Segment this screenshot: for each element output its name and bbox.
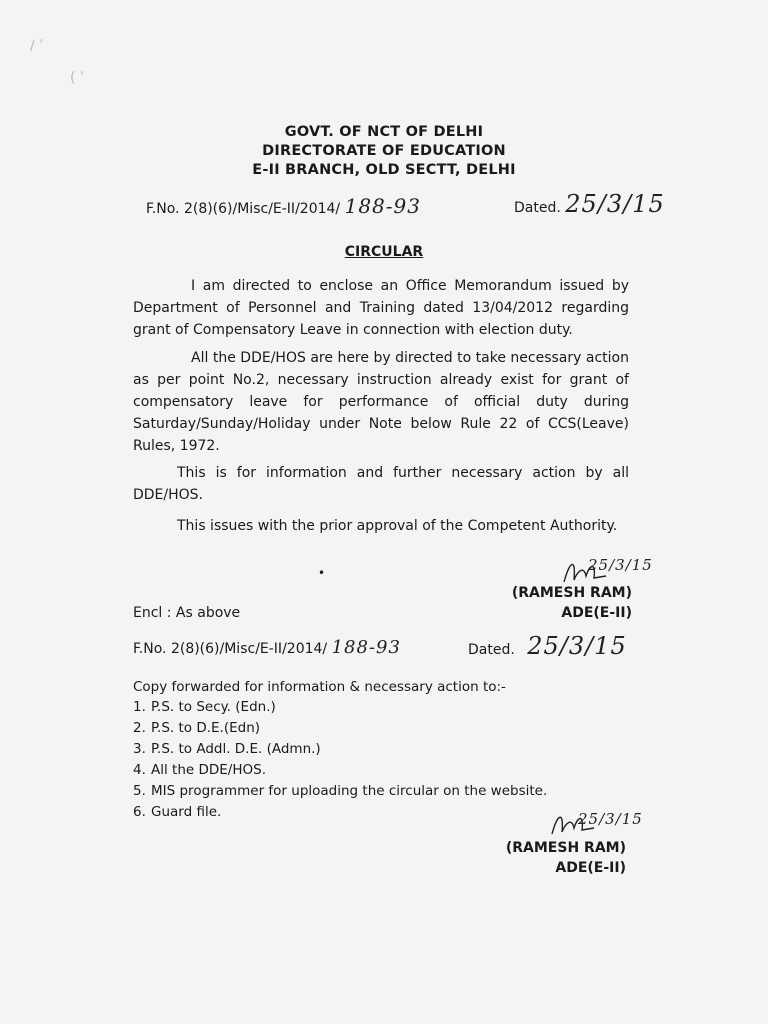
copy-list bbox=[133, 697, 547, 823]
signature-2-block bbox=[470, 838, 626, 878]
handwritten-file-number-2: 188-93 bbox=[331, 637, 401, 658]
enclosure-note: Encl : As above bbox=[133, 605, 241, 621]
file-number-2 bbox=[133, 637, 401, 658]
paragraph-2 bbox=[133, 347, 629, 457]
signatory-designation: ADE(E-II) bbox=[561, 605, 632, 621]
header-line-branch: E-II BRANCH, OLD SECTT, DELHI bbox=[252, 162, 516, 178]
copy-list-item: 4. All the DDE/HOS. bbox=[133, 762, 266, 778]
copy-list-item: 1. P.S. to Secy. (Edn.) bbox=[133, 699, 276, 715]
copy-list-item: 3. P.S. to Addl. D.E. (Admn.) bbox=[133, 741, 321, 757]
copy-list-item: 6. Guard file. bbox=[133, 804, 222, 820]
signatory-name-2: (RAMESH RAM) bbox=[505, 840, 626, 856]
header-line-directorate: DIRECTORATE OF EDUCATION bbox=[262, 143, 506, 159]
paragraph-3 bbox=[133, 462, 629, 506]
paragraph-1-text: I am directed to enclose an Office Memorandum issued by Department of Personnel and Training dated 13/04/2012 regarding grant of Compensatory Leave in connection with election duty. bbox=[133, 278, 629, 338]
copy-list-item-text: All the DDE/HOS. bbox=[151, 762, 266, 778]
copy-list-item-text: P.S. to Addl. D.E. (Admn.) bbox=[151, 741, 321, 757]
handwritten-date-2: 25/3/15 bbox=[527, 632, 627, 660]
copy-list-item-text: P.S. to Secy. (Edn.) bbox=[151, 699, 276, 715]
handwritten-date: 25/3/15 bbox=[565, 190, 665, 218]
scan-artifact: ( ˈ bbox=[70, 70, 84, 86]
copy-list-item-text: Guard file. bbox=[151, 804, 222, 820]
file-number-label: F.No. 2(8)(6)/Misc/E-II/2014/ bbox=[146, 201, 341, 217]
signature-1-date: 25/3/15 bbox=[588, 556, 653, 574]
file-number-2-label: F.No. 2(8)(6)/Misc/E-II/2014/ bbox=[133, 641, 328, 657]
paragraph-3-text: This is for information and further necessary action by all DDE/HOS. bbox=[133, 465, 629, 503]
circular-title: CIRCULAR bbox=[344, 244, 424, 260]
dated-field-2 bbox=[468, 632, 627, 660]
paragraph-1 bbox=[133, 275, 629, 341]
signature-1-block bbox=[470, 583, 632, 623]
paragraph-4-text: This issues with the prior approval of the Competent Authority. bbox=[177, 518, 618, 534]
signatory-name: (RAMESH RAM) bbox=[511, 585, 632, 601]
paragraph-2-text: All the DDE/HOS are here by directed to take necessary action as per point No.2, necessary instruction already exist for grant of compensatory leave for performance of official duty during Saturday/Sunday/Holiday under Note below Rule 22 of CCS(Leave) Rules, 1972. bbox=[133, 350, 629, 454]
scan-artifact: / ˈ bbox=[30, 38, 44, 54]
signatory-designation-2: ADE(E-II) bbox=[555, 860, 626, 876]
paragraph-4 bbox=[133, 515, 629, 537]
dot-mark: • bbox=[318, 566, 326, 580]
header-line-govt: GOVT. OF NCT OF DELHI bbox=[284, 124, 484, 140]
copy-list-item: 2. P.S. to D.E.(Edn) bbox=[133, 720, 261, 736]
copy-list-item-text: MIS programmer for uploading the circular on the website. bbox=[151, 783, 548, 799]
dated-label-2: Dated. bbox=[468, 642, 515, 658]
copy-forward-intro: Copy forwarded for information & necessary action to:- bbox=[133, 679, 506, 695]
handwritten-file-number: 188-93 bbox=[344, 194, 421, 218]
signature-2-date: 25/3/15 bbox=[578, 810, 643, 828]
copy-list-item: 5. MIS programmer for uploading the circular on the website. bbox=[133, 783, 548, 799]
dated-label: Dated. bbox=[514, 200, 561, 216]
copy-list-item-text: P.S. to D.E.(Edn) bbox=[151, 720, 261, 736]
file-number bbox=[146, 194, 421, 218]
dated-field bbox=[514, 190, 665, 218]
